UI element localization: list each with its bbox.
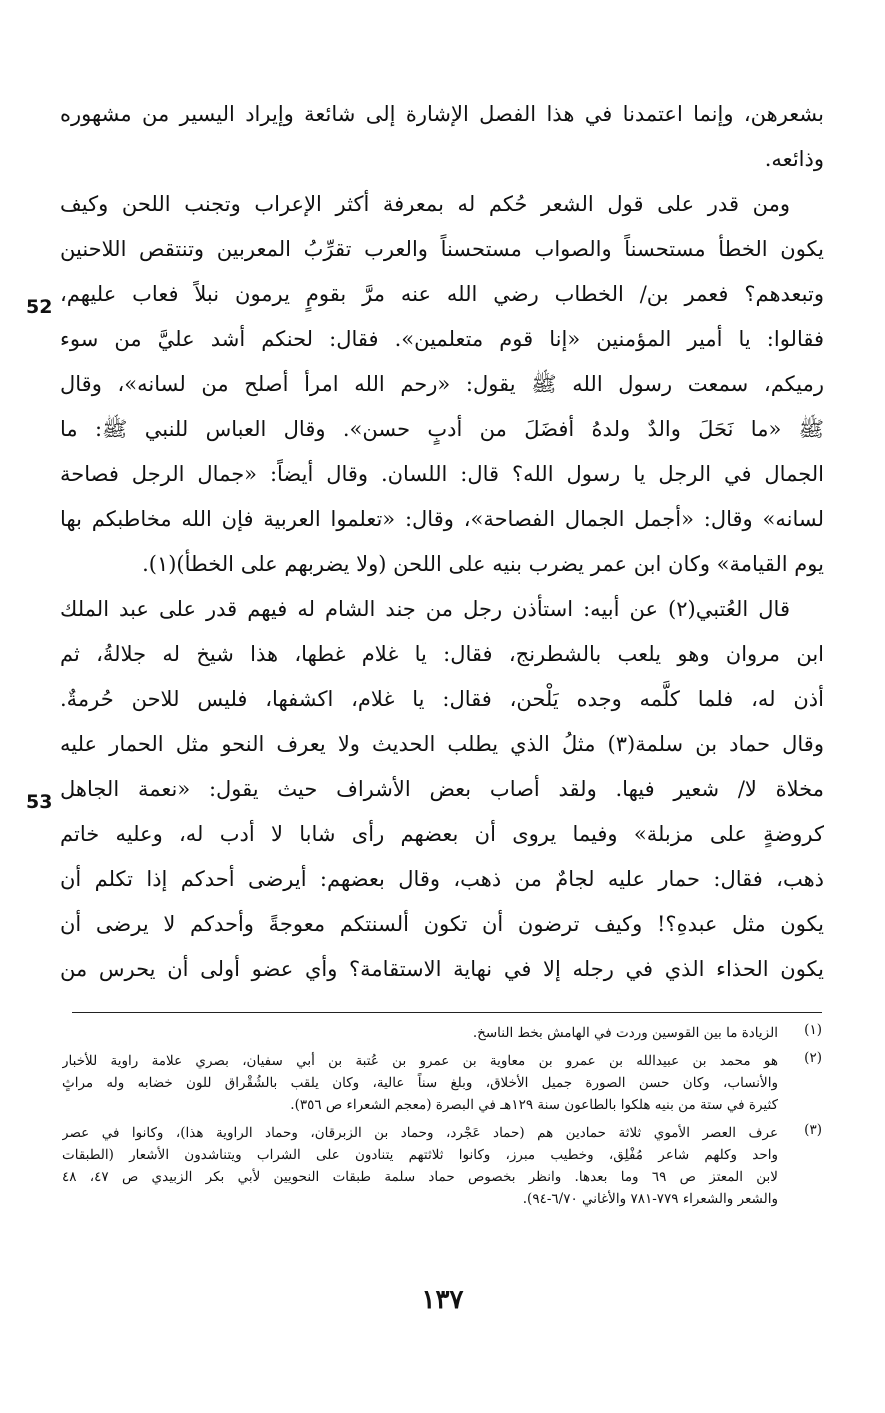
text-line: وذائعه. — [764, 147, 824, 171]
text-line: قال العُتبي(٢) عن أبيه: استأذن رجل من جند الشام له فيهم قدر على عبد الملك — [60, 597, 790, 621]
page-number: ١٣٧ — [421, 1285, 464, 1315]
text-line: ومن قدر على قول الشعر حُكم له بمعرفة أكثر الإعراب وتجنب اللحن وكيف — [60, 192, 790, 216]
footnote-line: لابن المعتز ص ٦٩ وما بعدها. وانظر بخصوص حماد سلمة طبقات النحويين لأبي بكر الزبيدي ص ٤٧، ٤٨ — [62, 1169, 778, 1185]
footnote-number: (٢) — [804, 1050, 822, 1066]
text-line: بشعرهن، وإنما اعتمدنا في هذا الفصل الإشارة إلى شائعة وإيراد اليسير من مشهوره — [60, 102, 824, 126]
text-line: كروضةٍ على مزبلة» وفيما يروى أن بعضهم رأى شابا لا أدب له، وعليه خاتم — [60, 822, 824, 846]
footnote-line: كثيرة في ستة من بنيه هلكوا بالطاعون سنة ١٢٩هـ في البصرة (معجم الشعراء ص ٣٥٦). — [290, 1097, 778, 1113]
footnote-line: والشعر والشعراء ٧٧٩-٧٨١ والأغاني ٦/٧٠-٩٤). — [522, 1191, 778, 1207]
text-line: ﷺ «ما نَحَلَ والدٌ ولدهُ أفضَلَ من أدبٍ حسن». وقال العباس للنبي ﷺ: ما — [60, 417, 824, 441]
footnote — [62, 1050, 822, 1116]
text-line: لسانه» وقال: «أجمل الجمال الفصاحة»، وقال: «تعلموا العربية فإن الله مخاطبكم بها — [60, 507, 824, 531]
footnotes — [62, 1022, 822, 1216]
text-line: رميكم، سمعت رسول الله ﷺ يقول: «رحم الله امرأ أصلح من لسانه»، وقال — [60, 372, 824, 396]
text-line: ابن مروان وهو يلعب بالشطرنج، فقال: يا غلام غطها، هذا شيخ له جلالةُ، ثم — [60, 642, 824, 666]
text-line: أذن له، فلما كلَّمه وجده يَلْحن، فقال: يا غلام، اكشفها، فليس للاحن حُرمةٌ. — [60, 687, 824, 711]
text-line: وقال حماد بن سلمة(٣) مثلُ الذي يطلب الحديث ولا يعرف النحو مثل الحمار عليه — [60, 732, 824, 756]
footnote-number: (١) — [804, 1022, 822, 1038]
text-line: ذهب، فقال: حمار عليه لجامٌ من ذهب، وقال بعضهم: أيرضى أحدكم إذا تكلم أن — [60, 867, 824, 891]
footnote-line: عرف العصر الأموي ثلاثة حمادين هم (حماد عَجْرد، وحماد بن الزبرقان، وحماد الراوية هذا)، وكانوا في عصر — [62, 1125, 778, 1141]
footnote-number: (٣) — [804, 1122, 822, 1138]
text-line: الجمال في الرجل يا رسول الله؟ قال: اللسان. وقال أيضاً: «جمال الرجل فصاحة — [60, 462, 824, 486]
manuscript-folio-number: 53 — [26, 791, 53, 813]
text-line: مخلاة لا/ شعير فيها. ولقد أصاب بعض الأشراف حيث يقول: «نعمة الجاهل — [60, 777, 824, 801]
text-line: فقالوا: يا أمير المؤمنين «إنا قوم متعلمين». فقال: لحنكم أشد عليَّ من سوء — [60, 327, 824, 351]
footnote-line: واحد وكلهم شاعر مُفْلِق، وخطيب مبرز، وكانوا ثلاثتهم يتنادون على الشراب ويتناشدون الأشعار (الطبقات — [62, 1147, 778, 1163]
footnote-line: والأنساب، وكان حسن الصورة جميل الأخلاق، وبلغ سناً عالية، وكان يلقب بالشُقْراق للون خضابه وله مراثٍ — [62, 1075, 778, 1091]
text-line: يكون الحذاء الذي في رجله إلا في نهاية الاستقامة؟ وأي عضو أولى أن يحرس من — [60, 957, 824, 981]
text-line: يكون مثل عبدهِ؟! وكيف ترضون أن تكون ألسنتكم معوجةً وأحدكم لا يرضى أن — [60, 912, 824, 936]
footnote-line: الزيادة ما بين القوسين وردت في الهامش بخط الناسخ. — [472, 1025, 778, 1041]
text-line: يكون الخطأ مستحسناً والصواب مستحسناً والعرب تقرِّبُ المعربين وتنتقص اللاحنين — [60, 237, 824, 261]
text-line: وتبعدهم؟ فعمر بن/ الخطاب رضي الله عنه مرَّ بقومٍ يرمون نبلاً فعاب عليهم، — [60, 282, 824, 306]
footnote — [62, 1122, 822, 1210]
manuscript-folio-number: 52 — [26, 296, 53, 318]
text-line: يوم القيامة» وكان ابن عمر يضرب بنيه على اللحن (ولا يضربهم على الخطأ)(١). — [142, 552, 824, 576]
footnote — [62, 1022, 822, 1044]
footnote-line: هو محمد بن عبيدالله بن عمرو بن معاوية بن عمرو بن عُتبة بن أبي سفيان، بصري علامة راوية للأخبار — [62, 1053, 778, 1069]
footnote-divider — [72, 1012, 822, 1013]
main-text — [60, 92, 824, 992]
